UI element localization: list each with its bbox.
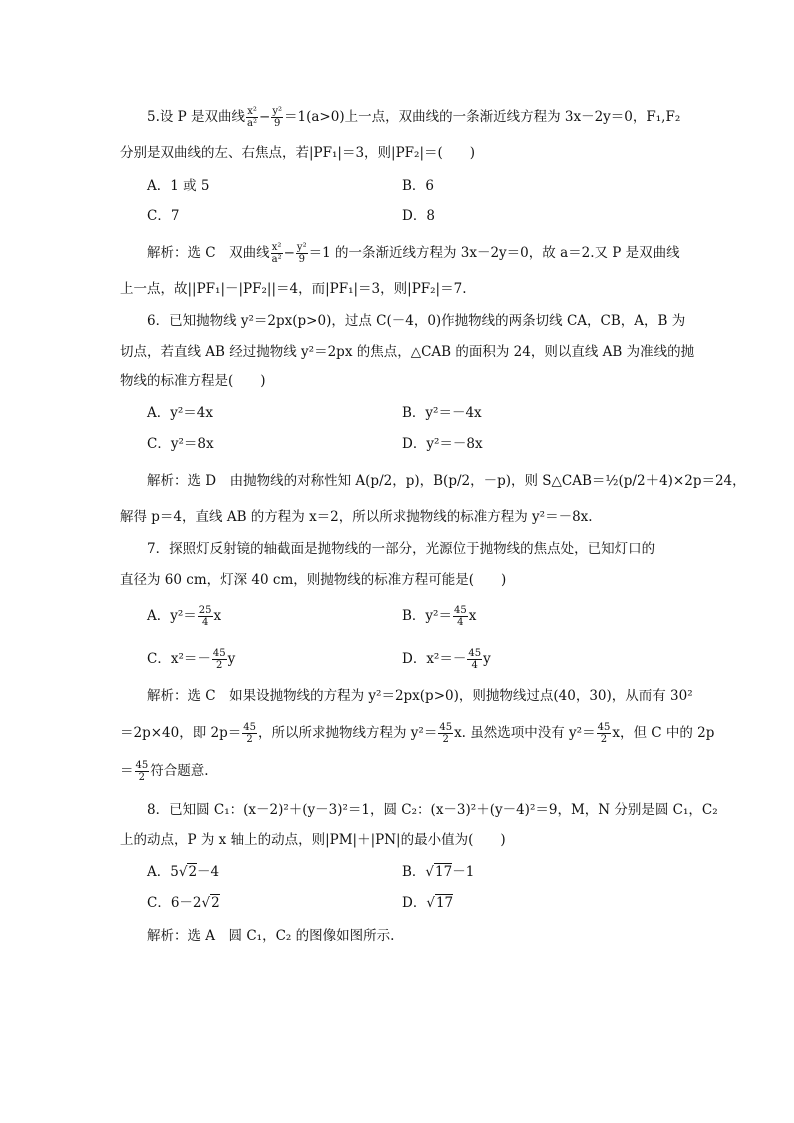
- q6-line1: 6．已知抛物线 y²＝2px(p>0)，过点 C(－4，0)作抛物线的两条切线 CA，CB，A，B 为: [147, 313, 686, 329]
- q7-option-a: A．y²＝ $\frac{25}{4}$ x: [147, 605, 222, 628]
- q7-solution-line3: ＝ $\frac{45}{2}$ 符合题意.: [120, 760, 209, 783]
- q7-solution-line1: 解析：选 C 如果设抛物线的方程为 y²＝2px(p>0)，则抛物线过点(40，30)，从而有 30²: [147, 688, 693, 704]
- q5-option-b: B．6: [402, 178, 435, 194]
- q7-option-b: B．y²＝ $\frac{45}{4}$ x: [402, 605, 477, 628]
- q8-solution-line1: 解析：选 A 圆 C₁，C₂ 的图像如图所示.: [147, 928, 395, 944]
- q5-option-a: A．1 或 5: [147, 178, 210, 194]
- q6-option-b: B．y²＝－4x: [402, 405, 482, 421]
- q6-option-d: D．y²＝－8x: [402, 436, 483, 452]
- q8-line1: 8．已知圆 C₁：(x－2)²＋(y－3)²＝1，圆 C₂：(x－3)²＋(y－4)²＝9，M，N 分别是圆 C₁，C₂: [147, 802, 718, 818]
- q5-line2: 分别是双曲线的左、右焦点，若|PF₁|＝3，则|PF₂|＝( ): [120, 145, 476, 161]
- q7-solution-line2: ＝2p×40，即 2p＝ $\frac{45}{2}$ ，所以所求抛物线方程为 y²＝ $\frac{45}{2}$ x. 虽然选项中没有 y²＝ $\frac{45}{2}$ x，但 C 中的 2p: [120, 722, 715, 745]
- q6-solution-line1: 解析：选 D 由抛物线的对称性知 A(p/2，p)，B(p/2，－p)，则 S△CAB＝½(p/2＋4)×2p＝24，: [147, 473, 746, 489]
- q7-option-c: C．x²＝－ $\frac{45}{2}$ y: [147, 648, 236, 671]
- q5-line1: 5.设 P 是双曲线 $\frac{\text{x²}}{\text{a²}}$ − $\frac{\text{y²}}{9}$ ＝1(a>0)上一点，双曲线的一条渐近线方程为 3x－2y＝0，F₁,F₂: [147, 106, 681, 129]
- q8-option-b: B．√17－1: [402, 864, 475, 880]
- q6-solution-line2: 解得 p＝4，直线 AB 的方程为 x＝2，所以所求抛物线的标准方程为 y²＝－8x.: [120, 509, 593, 525]
- q6-option-c: C．y²＝8x: [147, 436, 214, 452]
- q5-solution-line1: 解析：选 C 双曲线 $\frac{\text{x²}}{\text{a²}}$ − $\frac{\text{y²}}{9}$ ＝1 的一条渐近线方程为 3x－2y＝0，故 a＝2.又 P 是双曲线: [147, 242, 680, 265]
- q8-line2: 上的动点，P 为 x 轴上的动点，则|PM|＋|PN|的最小值为( ): [120, 832, 506, 848]
- q5-option-c: C．7: [147, 208, 180, 224]
- q8-option-d: D．√17: [402, 895, 454, 911]
- q6-option-a: A．y²＝4x: [147, 405, 213, 421]
- q6-line3: 物线的标准方程是( ): [120, 373, 266, 389]
- q7-option-d: D．x²＝－ $\frac{45}{4}$ y: [402, 648, 491, 671]
- q5-solution-line2: 上一点，故||PF₁|－|PF₂||＝4，而|PF₁|＝3，则|PF₂|＝7.: [120, 281, 467, 297]
- q8-option-a: A．5√2－4: [147, 864, 220, 880]
- q5-text: 5.设 P 是双曲线: [147, 109, 246, 125]
- q6-line2: 切点，若直线 AB 经过抛物线 y²＝2px 的焦点，△CAB 的面积为 24，则以直线 AB 为准线的抛: [120, 344, 695, 360]
- q5-option-d: D．8: [402, 208, 435, 224]
- q5-frac-x: $\frac{\text{x²}}{\text{a²}}$: [247, 106, 258, 129]
- q7-line2: 直径为 60 cm，灯深 40 cm，则抛物线的标准方程可能是( ): [120, 572, 507, 588]
- q7-line1: 7．探照灯反射镜的轴截面是抛物线的一部分，光源位于抛物线的焦点处，已知灯口的: [147, 541, 656, 557]
- q8-option-c: C．6－2√2: [147, 895, 220, 911]
- q5-frac-y: $\frac{\text{y²}}{9}$: [272, 106, 283, 129]
